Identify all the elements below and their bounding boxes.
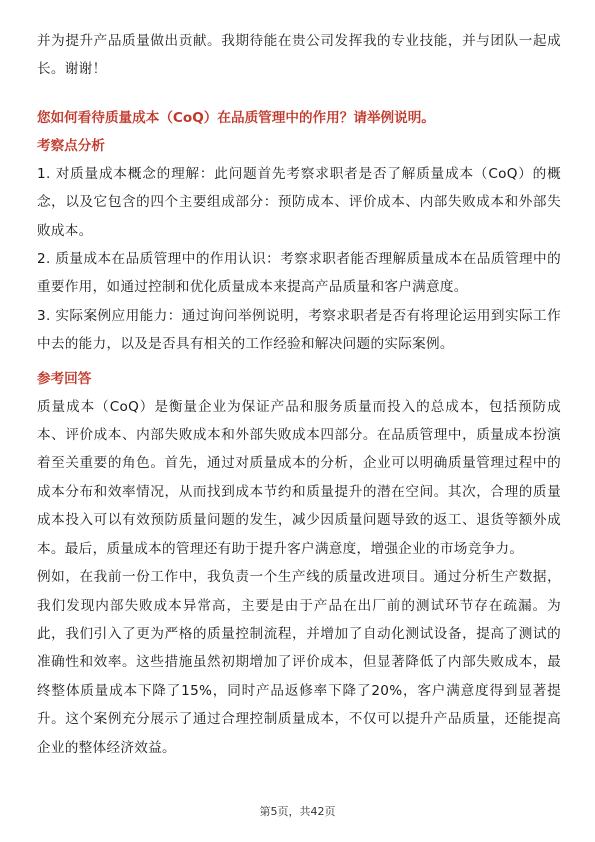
answer-paragraph: 例如，在我前一份工作中，我负责一个生产线的质量改进项目。通过分析生产数据，我们发现内部失败成本异常高，主要是由于产品在出厂前的测试环节存在疏漏。为此，我们引入了更为严格的质量控制流程，并增加了自动化测试设备，提高了测试的准确性和效率。这些措施虽然初期增加了评价成本，但显著降低了内部失败成本，最终整体质量成本下降了15%，同时产品返修率下降了20%，客户满意度得到显著提升。这个案例充分展示了通过合理控制质量成本，不仅可以提升产品质量，还能提高企业的整体经济效益。 — [37, 569, 561, 756]
analysis-point: 1. 对质量成本概念的理解：此问题首先考察求职者是否了解质量成本（CoQ）的概念，以及它包含的四个主要组成部分：预防成本、评价成本、内部失败成本和外部失败成本。 — [37, 165, 561, 239]
intro-closing-paragraph: 并为提升产品质量做出贡献。我期待能在贵公司发挥我的专业技能，并与团队一起成长。谢谢！ — [37, 33, 561, 78]
answer-paragraph: 质量成本（CoQ）是衡量企业为保证产品和服务质量而投入的总成本，包括预防成本、评价成本、内部失败成本和外部失败成本四部分。在品质管理中，质量成本扮演着至关重要的角色。首先，通过对质量成本的分析，企业可以明确质量管理过程中的成本分布和效率情况，从而找到成本节约和质量提升的潜在空间。其次，合理的质量成本投入可以有效预防质量问题的发生，减少因质量问题导致的返工、退货等额外成本。最后，质量成本的管理还有助于提升客户满意度，增强企业的市场竞争力。 — [37, 398, 561, 557]
document-page — [37, 27, 561, 762]
analysis-point: 2. 质量成本在品质管理中的作用认识：考察求职者能否理解质量成本在品质管理中的重要作用，如通过控制和优化质量成本来提高产品质量和客户满意度。 — [37, 251, 561, 296]
analysis-point: 3. 实际案例应用能力：通过询问举例说明，考察求职者是否有将理论运用到实际工作中去的能力，以及是否具有相关的工作经验和解决问题的实际案例。 — [37, 307, 561, 353]
question-title: 您如何看待质量成本（CoQ）在品质管理中的作用？请举例说明。 — [37, 109, 435, 126]
page-number: 第5页，共42页 — [259, 805, 336, 818]
answer-heading: 参考回答 — [37, 370, 92, 387]
analysis-heading: 考察点分析 — [37, 137, 105, 154]
